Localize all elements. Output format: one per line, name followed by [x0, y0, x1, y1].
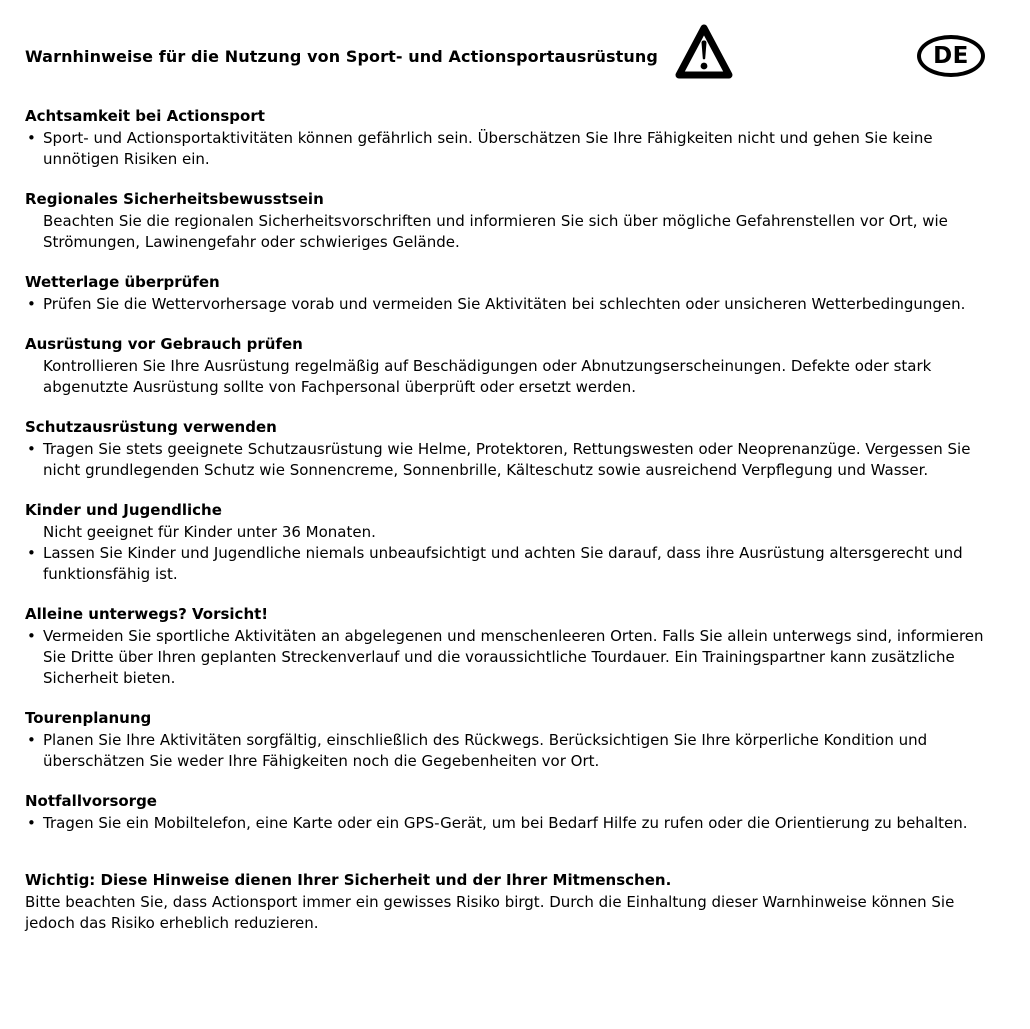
- section-wetterlage: [25, 272, 1005, 315]
- section-schutzausruestung: [25, 417, 1005, 481]
- section-heading: Ausrüstung vor Gebrauch prüfen: [25, 335, 303, 353]
- section-paragraph: • Lassen Sie Kinder und Jugendliche niemals unbeaufsichtigt und achten Sie darauf, dass ihre Ausrüstung altersgerecht und funktionsfähig ist.: [25, 543, 997, 585]
- section-paragraph: Kontrollieren Sie Ihre Ausrüstung regelmäßig auf Beschädigungen oder Abnutzungserscheinungen. Defekte oder stark abgenutzte Ausrüstung sollte von Fachpersonal überprüft oder ersetzt werden.: [43, 357, 932, 396]
- warning-triangle-icon: [674, 21, 734, 91]
- section-heading: Notfallvorsorge: [25, 792, 157, 810]
- section-notfallvorsorge: [25, 791, 1005, 834]
- section-paragraph: • Planen Sie Ihre Aktivitäten sorgfältig, einschließlich des Rückwegs. Berücksichtigen Sie Ihre körperliche Kondition und überschätzen Sie weder Ihre Fähigkeiten noch die Gegebenheiten vor Ort.: [25, 730, 997, 772]
- section-regionales: [25, 189, 1005, 253]
- section-heading: Wetterlage überprüfen: [25, 273, 220, 291]
- section-kinder: [25, 500, 1005, 585]
- section-alleine: [25, 604, 1005, 689]
- section-paragraph: • Sport- und Actionsportaktivitäten können gefährlich sein. Überschätzen Sie Ihre Fähigkeiten nicht und gehen Sie keine unnötigen Risiken ein.: [25, 128, 997, 170]
- language-badge: DE: [917, 35, 985, 77]
- section-heading: Schutzausrüstung verwenden: [25, 418, 277, 436]
- section-paragraph: • Tragen Sie stets geeignete Schutzausrüstung wie Helme, Protektoren, Rettungswesten oder Neoprenanzüge. Vergessen Sie nicht grundlegenden Schutz wie Sonnencreme, Sonnenbrille, Kälteschutz sowie ausreichend Verpflegung und Wasser.: [25, 439, 997, 481]
- section-ausruestung: [25, 334, 1005, 398]
- footer-important-line: Wichtig: Diese Hinweise dienen Ihrer Sicherheit und der Ihrer Mitmenschen.: [25, 871, 672, 889]
- section-achtsamkeit: [25, 106, 1005, 170]
- footer-text: Bitte beachten Sie, dass Actionsport immer ein gewisses Risiko birgt. Durch die Einhaltung dieser Warnhinweise können Sie jedoch das Risiko erheblich reduzieren.: [25, 893, 955, 932]
- section-heading: Regionales Sicherheitsbewusstsein: [25, 190, 324, 208]
- footer-note: [25, 870, 1005, 934]
- section-heading: Achtsamkeit bei Actionsport: [25, 107, 265, 125]
- section-tourenplanung: [25, 708, 1005, 772]
- section-paragraph: • Prüfen Sie die Wettervorhersage vorab und vermeiden Sie Aktivitäten bei schlechten oder unsicheren Wetterbedingungen.: [25, 294, 997, 315]
- sections-container: [25, 106, 1005, 834]
- section-paragraph: • Tragen Sie ein Mobiltelefon, eine Karte oder ein GPS-Gerät, um bei Bedarf Hilfe zu rufen oder die Orientierung zu behalten.: [25, 813, 997, 834]
- section-heading: Tourenplanung: [25, 709, 152, 727]
- document-header: [25, 24, 1005, 88]
- section-paragraph: Nicht geeignet für Kinder unter 36 Monaten.: [43, 523, 376, 541]
- page-title: Warnhinweise für die Nutzung von Sport- und Actionsportausrüstung: [25, 46, 658, 66]
- section-heading: Kinder und Jugendliche: [25, 501, 222, 519]
- section-paragraph: • Vermeiden Sie sportliche Aktivitäten an abgelegenen und menschenleeren Orten. Falls Sie allein unterwegs sind, informieren Sie Dritte über Ihren geplanten Streckenverlauf und die voraussichtliche Tourdauer. Ein Trainingspartner kann zusätzliche Sicherheit bieten.: [25, 626, 997, 689]
- section-paragraph: Beachten Sie die regionalen Sicherheitsvorschriften und informieren Sie sich über mögliche Gefahrenstellen vor Ort, wie Strömungen, Lawinengefahr oder schwieriges Gelände.: [43, 212, 948, 251]
- section-heading: Alleine unterwegs? Vorsicht!: [25, 605, 269, 623]
